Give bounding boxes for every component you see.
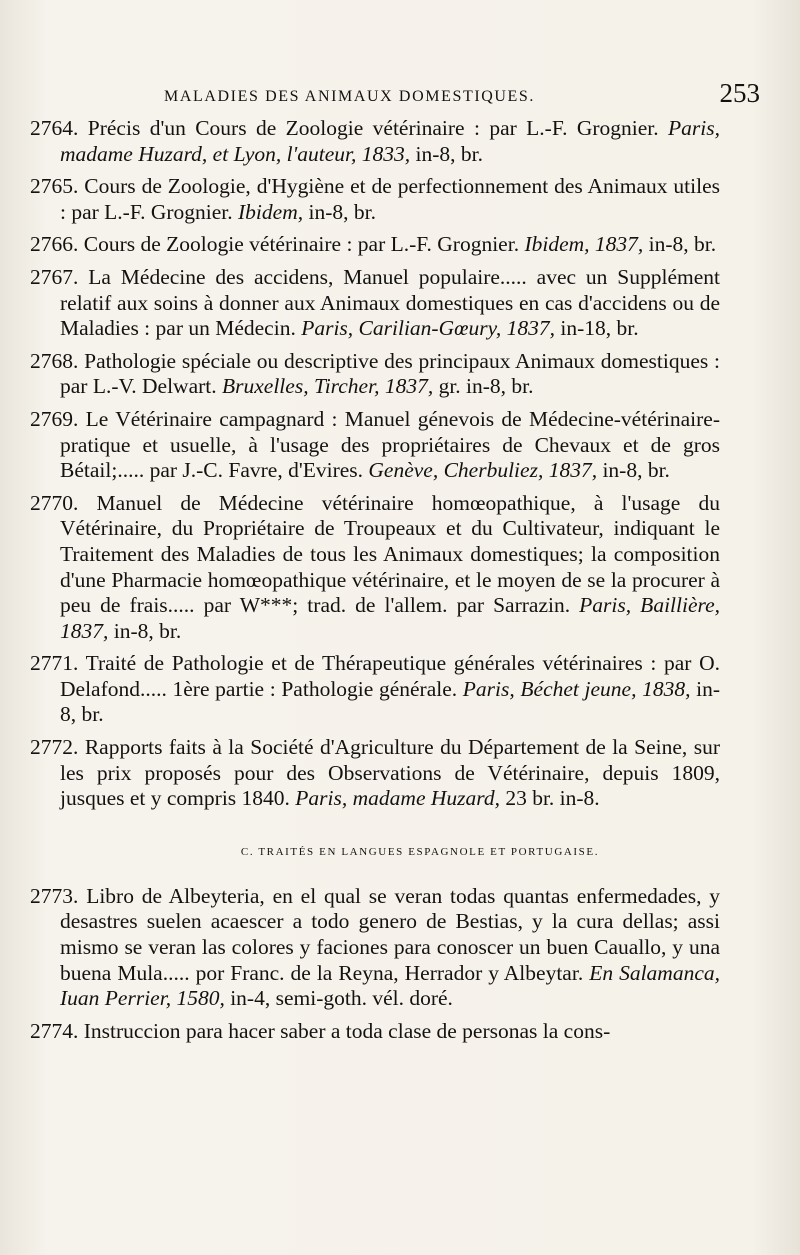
entry-imprint: Ibidem, (238, 199, 304, 224)
entry-format: in-4, semi-goth. vél. doré. (230, 986, 453, 1011)
entry-number: 2769. (30, 406, 79, 431)
entry-title: Cours de Zoologie, d'Hygiène et de perfectionnement des Animaux utiles : par L.-F. Grognier. (60, 174, 721, 224)
entry-title: Manuel de Médecine vétérinaire homœopathique, à l'usage du Vétérinaire, du Propriétaire de Troupeaux et du Cultivateur, indiquant le Traitement des Maladies de tous les Animaux domestiques; la composition d'une Pharmacie homœopathique vétérinaire, et le moyen de se la procurer à peu de frais..... par W***; trad. de l'allem. par Sarrazin. (60, 490, 721, 618)
entry-number: 2773. (30, 883, 79, 908)
entry-imprint: En Salamanca, Iuan Perrier, 1580, (60, 960, 720, 1011)
entry-format: in-8, br. (602, 458, 670, 483)
entry-title: Pathologie spéciale ou descriptive des principaux Animaux domestiques : par L.-V. Delwart. (60, 348, 721, 399)
entry-number: 2767. (30, 264, 79, 289)
entry-format: gr. in-8, br. (438, 374, 534, 399)
bibliography-entry (30, 884, 720, 1012)
entry-imprint: Genève, Cherbuliez, 1837, (368, 458, 598, 483)
page-header (60, 78, 760, 114)
bibliography-entry (30, 491, 720, 645)
entry-number: 2771. (30, 651, 79, 676)
entry-format: 23 br. in-8. (505, 786, 600, 811)
entry-format: in-8, br. (113, 618, 182, 643)
entry-title: Précis d'un Cours de Zoologie vétérinaire : par L.-F. Grognier. (87, 116, 659, 140)
bibliography-entries (30, 116, 720, 1051)
entry-format: in-18, br. (560, 316, 639, 341)
bibliography-entry (30, 174, 720, 225)
bibliography-entry (30, 232, 720, 258)
bibliography-entry (30, 349, 720, 400)
entry-title: La Médecine des accidens, Manuel populaire..... avec un Supplément relatif aux soins à donner aux Animaux domestiques en cas d'accidens ou de Maladies : par un Médecin. (60, 264, 720, 341)
entry-number: 2770. (30, 490, 79, 515)
entry-format: in-8, br. (308, 199, 376, 224)
entry-number: 2772. (30, 735, 79, 760)
entry-format: in-8, br. (60, 676, 720, 727)
bibliography-entry (30, 1019, 720, 1045)
bibliography-entry (30, 265, 720, 342)
bibliography-entry (30, 651, 720, 728)
bibliography-entry (30, 735, 720, 812)
entry-number: 2764. (30, 116, 79, 140)
entry-number: 2768. (30, 348, 79, 373)
entry-format: in-8, br. (415, 141, 483, 166)
bibliography-entry (30, 116, 720, 167)
entry-imprint: Paris, Carilian-Gœury, 1837, (301, 316, 556, 341)
section-heading: C. TRAITÉS EN LANGUES ESPAGNOLE ET PORTUGAISE. (240, 845, 600, 858)
entry-title: Libro de Albeyteria, en el qual se veran todas quantas enfermedades, y desastres suelen acaescer a todo genero de Bestias, y la cura dellas; assi mismo se veran las colores y faciones para conoscer un buen Cauallo, y una buena Mula..... por Franc. de la Reyna, Herrador y Albeytar. (60, 883, 721, 985)
entry-imprint: Bruxelles, Tircher, 1837, (222, 374, 434, 399)
entry-title: Rapports faits à la Société d'Agriculture du Département de la Seine, sur les prix proposés pour des Observations de Vétérinaire, depuis 1809, jusques et y compris 1840. (60, 735, 720, 811)
running-title: MALADIES DES ANIMAUX DOMESTIQUES. (164, 88, 536, 105)
entry-title: Traité de Pathologie et de Thérapeutique générales vétérinaires : par O. Delafond..... 1ère partie : Pathologie générale. (60, 651, 720, 701)
entry-imprint: Paris, Baillière, 1837, (60, 593, 720, 643)
entry-number: 2766. (30, 232, 79, 257)
entry-imprint: Ibidem, 1837, (524, 232, 644, 257)
entry-imprint: Paris, madame Huzard, et Lyon, l'auteur, 1833, (60, 116, 720, 166)
entry-number: 2765. (30, 174, 79, 199)
entry-title: Le Vétérinaire campagnard : Manuel génevois de Médecine-vétérinaire-pratique et usuelle, à l'usage des propriétaires de Chevaux et de gros Bétail;..... par J.-C. Favre, d'Evires. (60, 406, 720, 483)
entry-imprint: Paris, madame Huzard, (295, 786, 500, 811)
entry-title: Cours de Zoologie vétérinaire : par L.-F. Grognier. (83, 232, 520, 257)
page-number: 253 (719, 78, 760, 108)
bibliography-entry (30, 407, 720, 484)
entry-number: 2774. (30, 1018, 79, 1043)
entry-format: in-8, br. (648, 232, 717, 257)
entry-title: Instruccion para hacer saber a toda clase de personas la cons- (83, 1018, 611, 1043)
entry-imprint: Paris, Béchet jeune, 1838, (462, 676, 691, 701)
